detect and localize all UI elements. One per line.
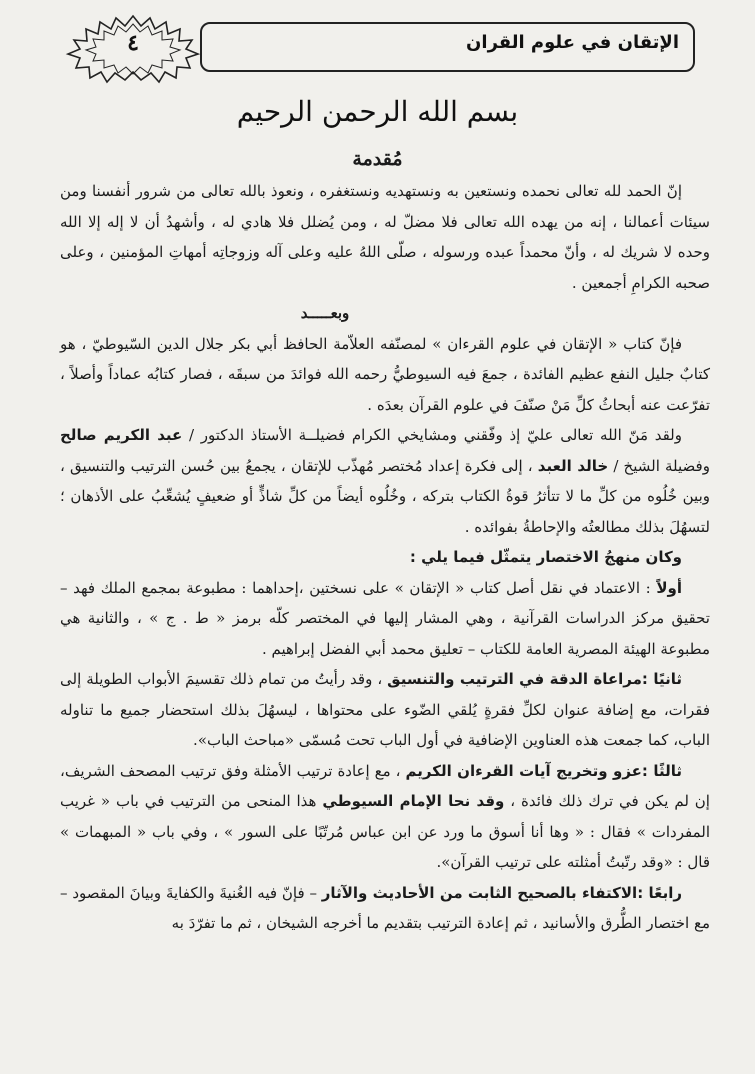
ack-text-c: وفضيلة الشيخ / (608, 456, 710, 475)
paragraph-acknowledgement (60, 420, 710, 542)
opening-paragraph: إنّ الحمد لله تعالى نحمده ونستعين به ونستهديه ونستغفره ، ونعوذ بالله تعالى من شرور أنفسنا ومن سيئات أعمالنا ، إنه من يهده الله تعالى فلا مضلّ له ، ومن يُضلل فلا هادي له ، وأشهدُ أن لا إله إلا الله وحده لا شريك له ، وأنّ محمداً عبده ورسوله ، صلّى اللهُ عليه وعلى آله وزوجاتِه أمهاتِ المؤمنين ، وعلى صحبه الكرامِ أجمعين . (60, 182, 710, 292)
method-item-4 (60, 878, 710, 939)
method-item-2 (60, 664, 710, 756)
scholar-name-1: عبد الكريم صالح (60, 426, 183, 444)
basmala-calligraphy: بسم الله الرحمن الرحيم (236, 95, 519, 128)
method-item-3 (60, 756, 710, 878)
method-heading (60, 542, 710, 573)
item-text-3b: هذا المنحى من الترتيب في باب « غريب المفردات » فقال : « وها أنا أسوق ما ورد عن ابن عباس مُرتّبًا على السور » ، وفي باب « المبهمات » قال : «وقد رتّبتُ أمثلته على ترتيب القرآن». (60, 792, 710, 871)
item-text-2: ، وقد رأيتُ من تمام ذلك تقسيمَ الأبواب الطويلة إلى فقرات، مع إضافة عنوان لكلِّ فقرةٍ يُلقي الضّوء على محتواها ، ليسهُلَ بذلك استحضار جميع ما تناوله الباب، كما جمعت هذه العناوين الإضافية في أول الباب تحت مُسمّى «مباحث الباب». (60, 670, 710, 749)
item-label-1: أولاً (656, 578, 682, 597)
method-item-1 (60, 573, 710, 665)
page-number: ٤ (127, 30, 139, 56)
paragraph-book-intro: فإنّ كتاب « الإتقان في علوم القرءان » لمصنّفه العلاّمة الحافظ أبي بكر جلال الدين السّيوطيّ ، هو كتابٌ جليل النفع عظيم الفائدة ، جمعَ فيه السيوطيُّ رحمه الله فوائدَ من سبقَه ، فصار كتابُه عماداً وأصلاً ، تفرّعت عنه أبحاثُ كلِّ مَنْ صنّفَ في علوم القرآن بعدَه . (60, 334, 710, 414)
item-bold-3: وقد نحا الإمام السيوطي (322, 792, 505, 810)
item-label-3: ثالثًا :عزو وتخريج آيات القرءان الكريم (405, 761, 683, 780)
scholar-name-2: خالد العبد (537, 456, 609, 475)
wabad-heading: وبعـــــد (300, 304, 350, 322)
item-text-3a: ، مع إعادة ترتيب الأمثلة وفق ترتيب المصحف الشريف، إن لم يكن في ترك ذلك فائدة ، (60, 761, 710, 810)
running-header (200, 22, 695, 72)
ack-text-a: ولقد مَنّ الله تعالى عليّ إذ وفّقني ومشايخي الكرام فضيلــة الأستاذ الدكتور / (182, 426, 682, 444)
method-heading-text: وكان منهجُ الاختصار يتمثّل فيما يلي : (409, 548, 682, 566)
item-label-4: رابعًا :الاكتفاء بالصحيح الثابت من الأحاديث والآثار (321, 883, 682, 902)
ack-text-d: ، إلى فكرة إعداد مُختصر مُهذّب للإتقان ، يجمعُ بين حُسن الترتيب والتنسيق ، وبين خُلُوه من كلِّ ما لا تتأثرُ قوةُ الكتاب بتركه ، وخُلُوه أيضاً من كلِّ شاذٍّ أو ضعيفٍ يُشعِّبُ على الأذهان ؛ لتسهُلَ بذلك مطالعتُه والإحاطةُ بفوائده . (60, 456, 710, 536)
item-label-2: ثانيًا :مراعاة الدقة في الترتيب والتنسيق (387, 670, 682, 688)
book-title: الإتقان في علوم القران (466, 32, 679, 53)
section-title: مُقدمة (352, 148, 403, 170)
item-text-4: – فإنّ فيه الغُنيةَ والكفايةَ وبيانَ المقصود – مع اختصار الطُّرق والأسانيد ، ثم إعادة الترتيب بتقديم ما أخرجه الشيخان ، ثم ما تفرّدَ به (60, 883, 710, 932)
item-text-1: : الاعتماد في نقل أصل كتاب « الإتقان » على نسختين ،إحداهما : مطبوعة بمجمع الملك فهد – تحقيق مركز الدراسات القرآنية ، وهي المشار إليها في المختصر كلّه برمز « ط . ج » ، والثانية هي مطبوعة الهيئة المصرية العامة للكتاب – تعليق محمد أبي الفضل إبراهيم . (60, 578, 710, 658)
body-text (60, 176, 710, 939)
page-number-badge (58, 12, 208, 84)
